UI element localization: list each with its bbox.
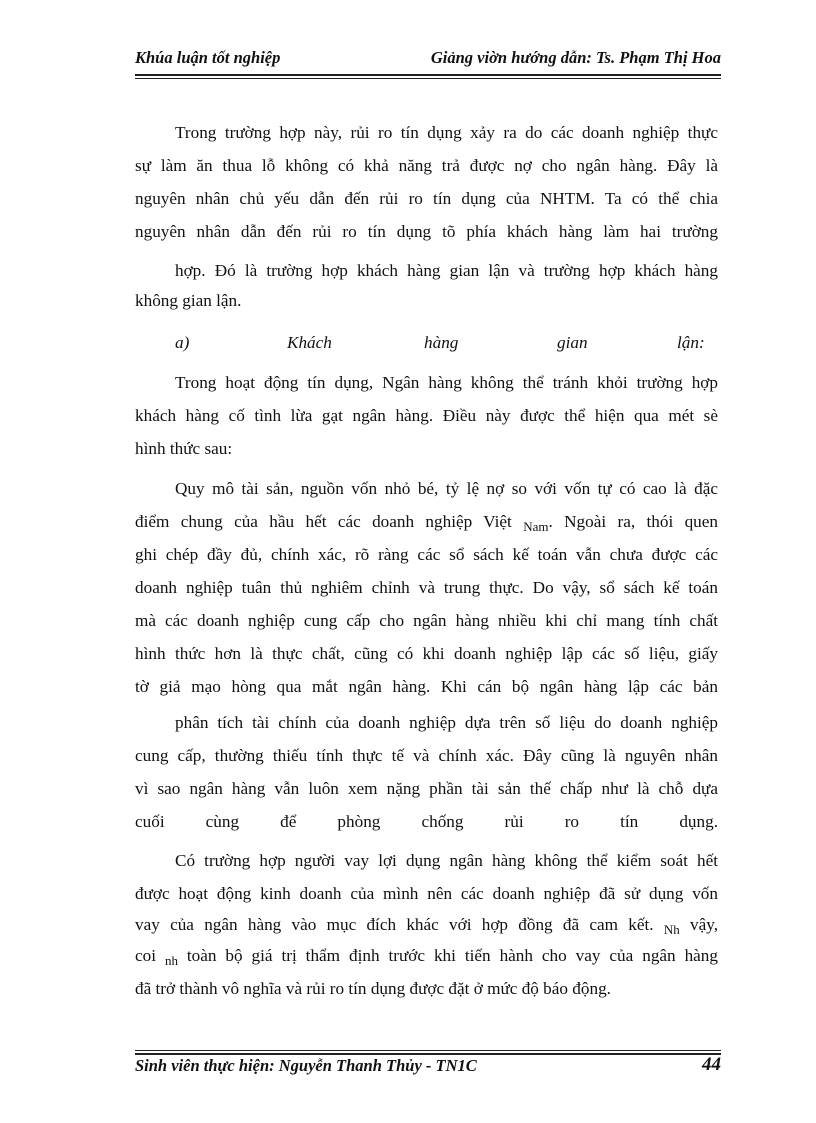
p1-line-6: không gian lận. [135,291,242,310]
p3-line-5: mà các doanh nghiệp cung cấp cho ngân hàng nhiều khi chỉ mang tính chất [135,611,718,630]
p4-line-3 [135,914,718,937]
header-rule-thick [135,74,721,76]
header-thesis-title: Khúa luận tốt nghiệp [135,48,281,67]
p1-line-4: nguyên nhân dẫn đến rủi ro tín dụng tõ phía khách hàng làm hai trường [135,222,718,241]
footer-rule-thin [135,1050,721,1051]
footer-author: Sinh viên thực hiện: Nguyễn Thanh Thủy - TN1C [135,1056,477,1075]
header-supervisor: Giảng viờn hướng dẫn: Ts. Phạm Thị Hoa [430,48,721,67]
p3-line-3: ghi chép đầy đủ, chính xác, rõ ràng các sổ sách kế toán vẫn chưa được các [135,545,718,564]
page-header [135,48,721,70]
page-footer [135,1056,721,1080]
p3-line-2-text-a: điểm chung của hầu hết các doanh nghiệp Việt [135,512,524,531]
p4-line-2: được hoạt động kinh doanh của mình nên các doanh nghiệp đã sử dụng vốn [135,884,718,903]
p3-line-8: phân tích tài chính của doanh nghiệp dựa trên số liệu do doanh nghiệp [175,713,718,732]
p3-line-2-subscript: Nam [523,519,549,534]
p3-line-2 [135,511,718,534]
p1-line-5: hợp. Đó là trường hợp khách hàng gian lận và trường hợp khách hàng [175,261,718,280]
p1-line-1: Trong trường hợp này, rủi ro tín dụng xảy ra do các doanh nghiệp thực [175,123,718,142]
p4-line-4-text-a: coi [135,946,165,965]
header-rule-thin [135,78,721,79]
heading-a-word-1: Khách [287,333,332,352]
p4-line-4 [135,945,718,968]
p4-line-4-subscript: nh [164,953,178,968]
p3-line-10: vì sao ngân hàng vẫn luôn xem nặng phần tài sản thế chấp như là chỗ dựa [135,779,718,798]
p3-line-7: tờ giả mạo hòng qua mắt ngân hàng. Khi cán bộ ngân hàng lập các bản [135,677,718,696]
heading-a-word-3: gian [557,333,588,352]
heading-a-word-2: hàng [424,333,459,352]
p2-line-1: Trong hoạt động tín dụng, Ngân hàng không thể tránh khỏi trường hợp [175,373,718,392]
p3-line-6: hình thức hơn là thực chất, cũng có khi doanh nghiệp lập các số liệu, giấy [135,644,718,663]
p4-line-1: Có trường hợp người vay lợi dụng ngân hàng không thể kiểm soát hết [175,851,718,870]
p2-line-3: hình thức sau: [135,439,233,458]
p3-line-11: cuối cùng để phòng chống rủi ro tín dụng. [135,812,718,831]
p4-line-4-text-c: toàn bộ giá trị thẩm định trước khi tiến hành cho vay của ngân hàng [177,946,718,965]
p4-line-3-subscript: Nh [663,922,680,937]
page-number: 44 [702,1054,721,1075]
p3-line-4: doanh nghiệp tuân thủ nghiêm chỉnh và trung thực. Do vậy, sổ sách kế toán [135,578,718,597]
heading-a-word-4: lận: [677,333,705,352]
p3-line-9: cung cấp, thường thiếu tính thực tế và chính xác. Đây cũng là nguyên nhân [135,746,718,765]
p4-line-5: đã trở thành vô nghĩa và rủi ro tín dụng được đặt ở mức độ báo động. [135,979,611,998]
p3-line-2-text-c: . Ngoài ra, thói quen [548,512,718,531]
p1-line-2: sự làm ăn thua lỗ không có khả năng trả được nợ cho ngân hàng. Đây là [135,156,718,175]
p2-line-2: khách hàng cố tình lừa gạt ngân hàng. Điều này được thể hiện qua mét sè [135,406,718,425]
p4-line-3-text-a: vay của ngân hàng vào mục đích khác với hợp đồng đã cam kết. [135,915,664,934]
p1-line-3: nguyên nhân chủ yếu dẫn đến rủi ro tín dụng của NHTM. Ta có thể chia [135,189,718,208]
heading-a-marker: a) [175,333,190,352]
footer-rule-thick [135,1053,721,1055]
p4-line-3-text-c: vậy, [679,915,718,934]
p3-line-1: Quy mô tài sản, nguồn vốn nhỏ bé, tỷ lệ nợ so với vốn tự có cao là đặc [175,479,718,498]
